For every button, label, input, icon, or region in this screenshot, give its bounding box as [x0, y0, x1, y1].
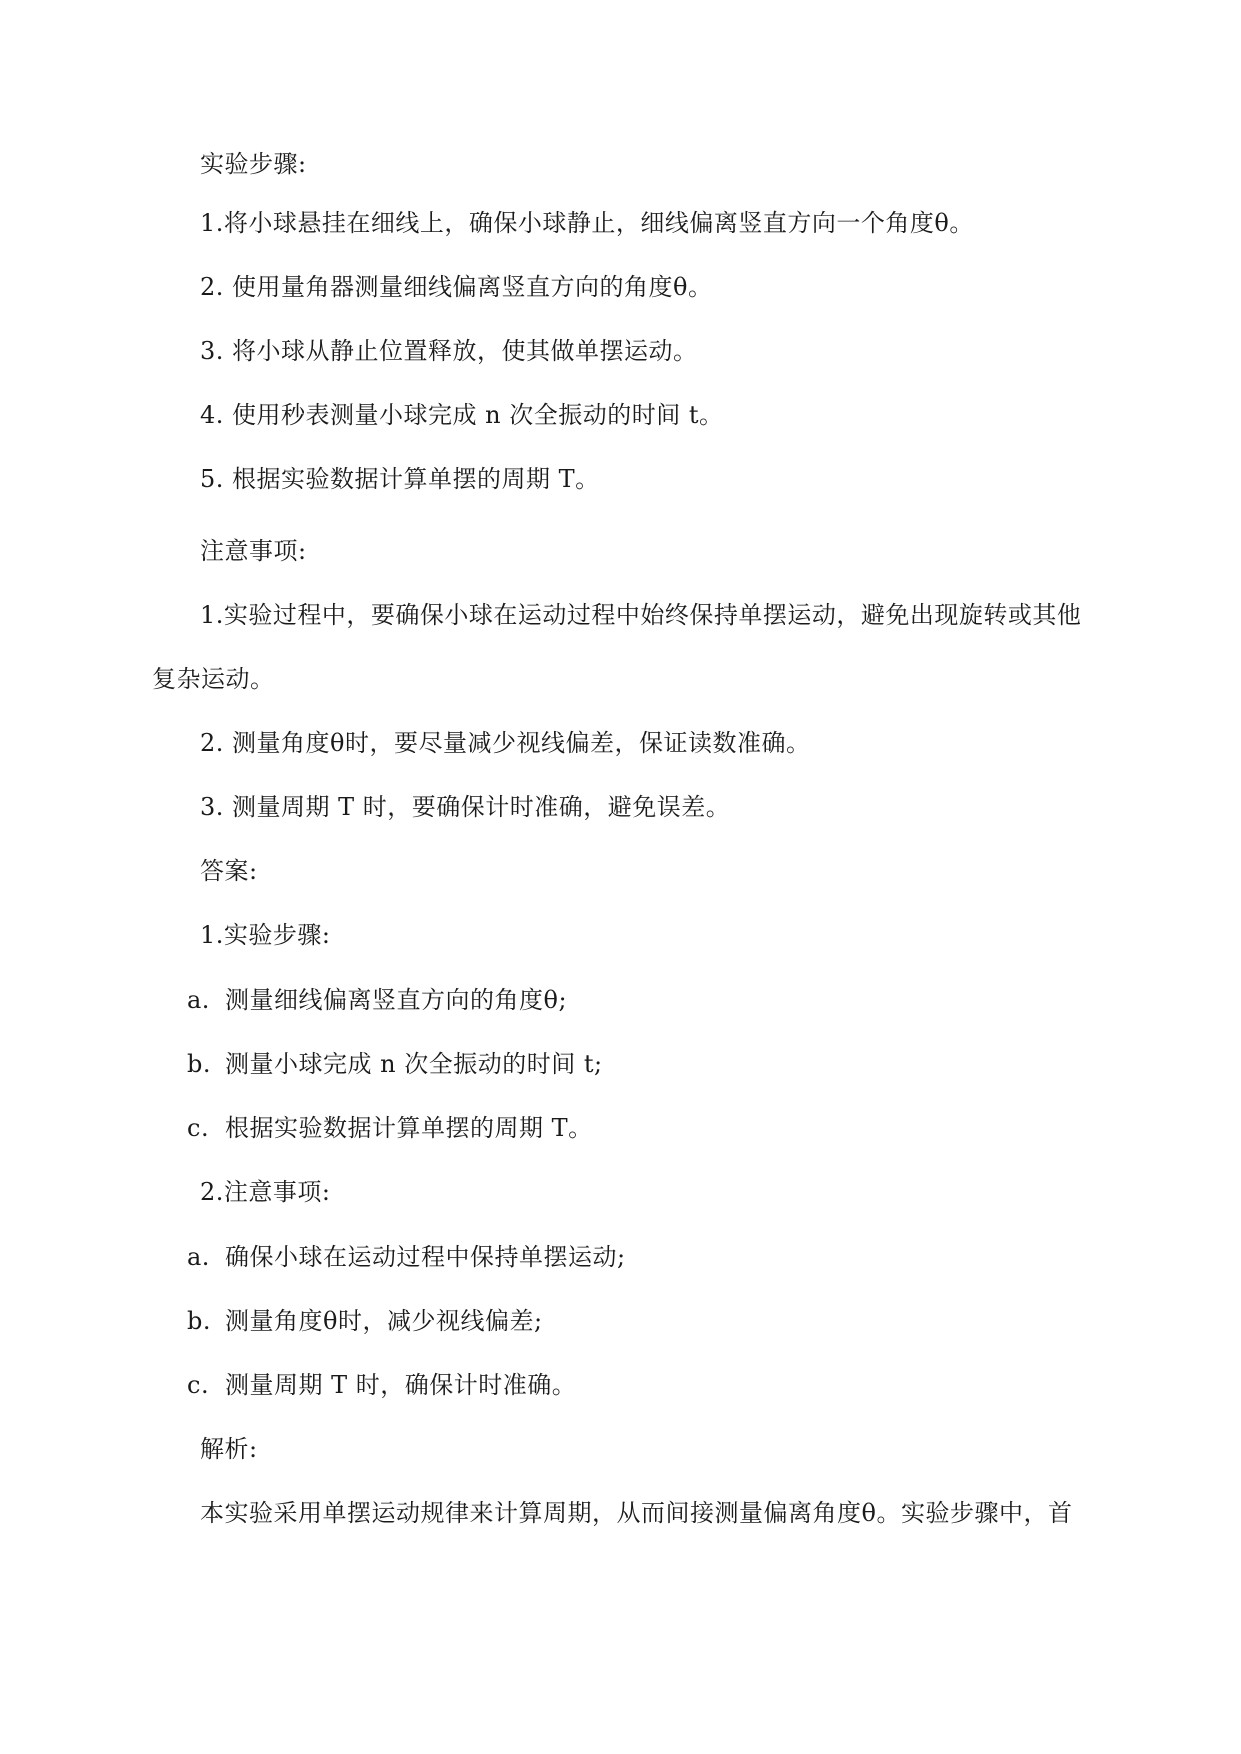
answer-part-2-item-c — [187, 1369, 576, 1401]
answer-heading: 答案: — [200, 857, 258, 885]
step-5: 5. 根据实验数据计算单摆的周期 T。 — [200, 465, 600, 493]
note-1-line-2: 复杂运动。 — [152, 665, 275, 693]
note-2: 2. 测量角度θ时，要尽量减少视线偏差，保证读数准确。 — [200, 729, 811, 757]
answer-part-2-item-a — [187, 1241, 626, 1273]
answer-part-1-item-a — [187, 984, 567, 1016]
list-item-text: 根据实验数据计算单摆的周期 T。 — [225, 1114, 593, 1142]
answer-part-2-item-b — [187, 1305, 543, 1337]
list-marker: c. — [187, 1114, 210, 1142]
list-item-text: 测量周期 T 时，确保计时准确。 — [225, 1371, 577, 1399]
list-marker: c. — [187, 1371, 210, 1399]
steps-heading: 实验步骤: — [200, 150, 307, 178]
list-item-text: 测量小球完成 n 次全振动的时间 t; — [225, 1050, 603, 1078]
answer-part-1-item-b — [187, 1048, 603, 1080]
list-marker: a. — [187, 986, 210, 1014]
step-4: 4. 使用秒表测量小球完成 n 次全振动的时间 t。 — [200, 401, 724, 429]
list-item-text: 测量细线偏离竖直方向的角度θ; — [225, 986, 568, 1014]
answer-part-2-heading: 2.注意事项: — [200, 1178, 331, 1206]
step-1: 1.将小球悬挂在细线上，确保小球静止，细线偏离竖直方向一个角度θ。 — [200, 209, 974, 237]
analysis-heading: 解析: — [200, 1435, 258, 1463]
list-marker: a. — [187, 1243, 210, 1271]
step-2: 2. 使用量角器测量细线偏离竖直方向的角度θ。 — [200, 273, 713, 301]
answer-part-1-item-c — [187, 1112, 593, 1144]
notes-heading: 注意事项: — [200, 537, 307, 565]
list-marker: b. — [187, 1307, 211, 1335]
answer-part-1-heading: 1.实验步骤: — [200, 921, 331, 949]
list-item-text: 确保小球在运动过程中保持单摆运动; — [225, 1243, 626, 1271]
step-3: 3. 将小球从静止位置释放，使其做单摆运动。 — [200, 337, 698, 365]
list-marker: b. — [187, 1050, 211, 1078]
note-3: 3. 测量周期 T 时，要确保计时准确，避免误差。 — [200, 793, 731, 821]
note-1-line-1: 1.实验过程中，要确保小球在运动过程中始终保持单摆运动，避免出现旋转或其他 — [200, 601, 1082, 629]
analysis-line-1: 本实验采用单摆运动规律来计算周期，从而间接测量偏离角度θ。实验步骤中，首 — [200, 1499, 1073, 1527]
list-item-text: 测量角度θ时，减少视线偏差; — [225, 1307, 543, 1335]
